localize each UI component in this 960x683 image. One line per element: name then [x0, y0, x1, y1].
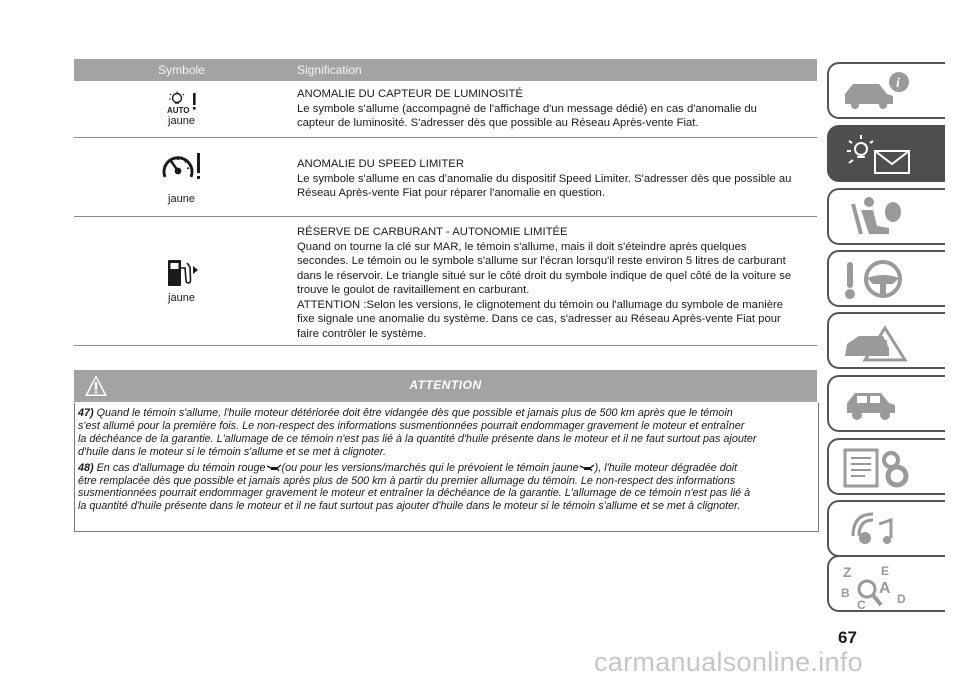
row-text: secondes. Le témoin ou le symbole s'allume sur l'écran lorsqu'il reste environ 5 litres de carburant	[297, 255, 786, 267]
row-text: ATTENTION :Selon les versions, le clignotement du témoin ou l'allumage du symbole de manière	[297, 298, 784, 311]
svg-text:AUTO: AUTO	[166, 106, 190, 115]
row-title: ANOMALIE DU CAPTEUR DE LUMINOSITÉ	[297, 88, 523, 100]
oil-lamp-icon	[266, 464, 282, 472]
technical-data-icon	[839, 444, 919, 490]
seat-airbag-icon	[839, 194, 919, 240]
note-text: susmentionnées pourrait endommager gravement le moteur et entraîner la déchéance de la garantie. L'allumage de ce témoin n'est pas lié à	[78, 487, 751, 500]
symbol-color-label: jaune	[168, 193, 195, 205]
footer-watermark: carmanualsonline.info	[594, 647, 863, 677]
note-text: être remplacée dès que possible et jamais après plus de 500 km à partir du premier allumage du témoin. Le non-respect des informations	[78, 474, 736, 487]
note-48	[78, 462, 815, 514]
meaning-cell	[289, 81, 759, 137]
speed-limiter-warning-icon	[160, 149, 204, 185]
svg-text:i: i	[896, 76, 900, 91]
attention-notes	[74, 403, 819, 532]
symbol-cell	[74, 81, 289, 137]
note-text: En cas d'allumage du témoin rouge	[96, 461, 266, 474]
symbol-cell	[74, 217, 289, 345]
note-text: (ou pour les versions/marchés qui le prévoient le témoin jaune	[281, 461, 579, 474]
note-text: d'huile dans le moteur si le témoin s'allume et se met à clignoter.	[78, 445, 386, 458]
symbol-cell	[74, 138, 289, 216]
header-symbol: Symbole	[158, 63, 205, 77]
tab-index[interactable]	[827, 555, 945, 612]
row-text: Le symbole s'allume (accompagné de l'affichage d'un message dédié) en cas d'anomalie du	[297, 102, 757, 115]
row-text: Réseau Après-vente Fiat pour réparer l'anomalie en question.	[297, 187, 605, 199]
meaning-cell	[289, 138, 793, 216]
table-header	[74, 59, 817, 81]
note-text: Quand le témoin s'allume, l'huile moteur détériorée doit être vidangée dès que possible et jamais plus de 500 km après que le témoin	[96, 407, 733, 419]
row-text: capteur de luminosité. S'adresser dès que possible au Réseau Après-vente Fiat.	[297, 117, 699, 129]
header-meaning: Signification	[297, 63, 362, 77]
note-text: la quantité d'huile présente dans le moteur et il ne faut surtout pas ajouter d'huile dans le moteur si le témoin s'allume et se met à clignoter.	[78, 500, 741, 513]
tab-instrument-panel[interactable]	[827, 125, 945, 182]
table-row	[74, 138, 817, 217]
car-info-icon	[839, 68, 919, 114]
svg-text:C: C	[857, 598, 866, 612]
multimedia-icon	[839, 506, 919, 552]
tab-safety[interactable]	[827, 188, 945, 245]
steering-wheel-key-icon	[839, 256, 919, 302]
symbol-color-label: jaune	[168, 292, 195, 304]
row-text: fixe signale une anomalie du système. Dans ce cas, s'adresser au Réseau Après-vente Fiat pour	[297, 313, 781, 325]
row-text: dans le réservoir. Le triangle situé sur le côté droit du symbole indique de quel côté de la voiture se	[297, 269, 792, 282]
row-text: trouve le goulot de ravitaillement en carburant.	[297, 284, 530, 296]
tab-multimedia[interactable]	[827, 500, 945, 557]
note-number: 47)	[78, 407, 94, 419]
note-text: ), l'huile moteur dégradée doit	[594, 461, 738, 474]
note-text: la déchéance de la garantie. L'allumage de ce témoin n'est pas lié à la quantité d'huile présente dans le moteur et il ne faut surtout pas ajouter	[78, 432, 757, 445]
warning-lights-message-icon	[839, 131, 919, 177]
symbol-color-label: jaune	[168, 115, 195, 127]
row-title: RÉSERVE DE CARBURANT - AUTONOMIE LIMITÉE	[297, 226, 568, 238]
tab-emergency[interactable]	[827, 312, 945, 369]
note-number: 48)	[78, 461, 94, 474]
note-text: s'est allumé pour la première fois. Le non-respect des informations susmentionnées pourrait endommager gravement le moteur et entraîner	[78, 419, 745, 432]
tab-starting-driving[interactable]	[827, 250, 945, 307]
svg-text:D: D	[897, 592, 906, 606]
auto-light-sensor-warning-icon	[165, 91, 199, 115]
row-text: Le symbole s'allume en cas d'anomalie du dispositif Speed Limiter. S'adresser dès que possible au	[297, 172, 792, 185]
table-row	[74, 81, 817, 138]
warning-lights-table	[74, 59, 817, 346]
index-letters-icon	[839, 561, 919, 613]
table-row	[74, 217, 817, 346]
note-47	[78, 407, 815, 459]
svg-text:E: E	[881, 564, 890, 578]
car-maintenance-icon	[839, 381, 919, 427]
page-number: 67	[838, 628, 857, 647]
attention-title: ATTENTION	[409, 378, 482, 392]
row-text: Quand on tourne la clé sur MAR, le témoin s'allume, mais il doit s'éteindre après quelques	[297, 240, 747, 253]
car-emergency-icon	[839, 318, 919, 364]
fuel-reserve-icon	[165, 258, 199, 288]
row-text: faire contrôler le système.	[297, 327, 427, 340]
tab-knowing-vehicle[interactable]	[827, 62, 945, 119]
tab-technical-data[interactable]	[827, 438, 945, 495]
svg-text:Z: Z	[843, 564, 852, 580]
meaning-cell	[289, 217, 793, 345]
svg-text:A: A	[879, 580, 891, 597]
row-title: ANOMALIE DU SPEED LIMITER	[297, 158, 464, 170]
attention-header	[74, 370, 817, 402]
tab-maintenance[interactable]	[827, 375, 945, 432]
svg-text:B: B	[841, 586, 850, 600]
oil-lamp-icon	[579, 464, 595, 472]
